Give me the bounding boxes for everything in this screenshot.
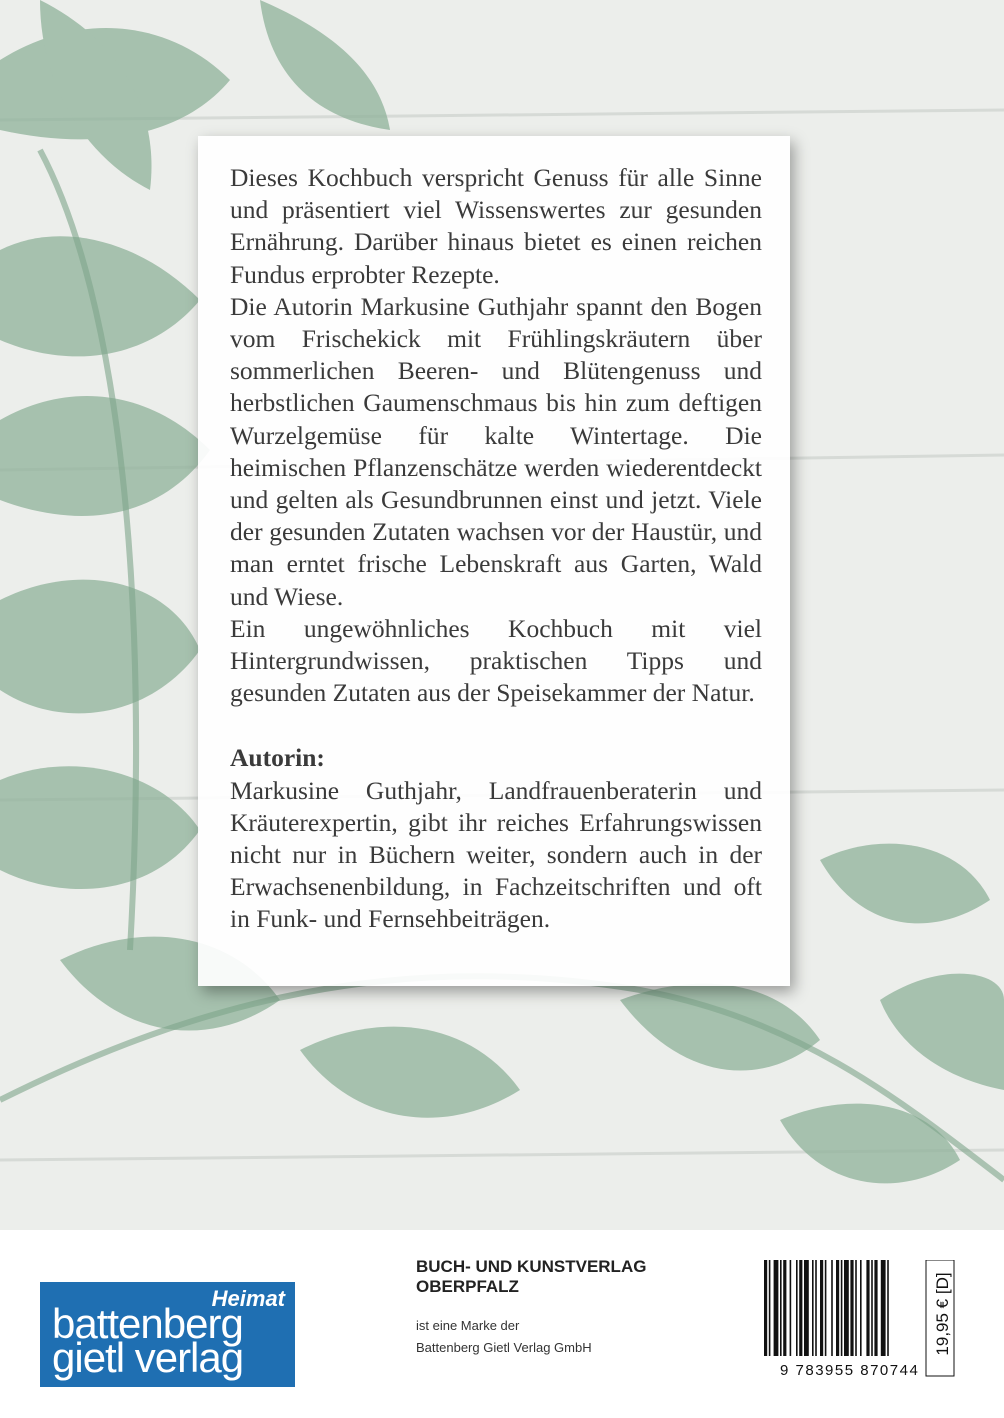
blurb-paragraph-3: Ein ungewöhnliches Kochbuch mit viel Hintergrundwissen, praktischen Tipps und gesunden Zutaten aus der Speisekammer der Natur. (230, 613, 762, 708)
blurb-paragraph-1: Dieses Kochbuch verspricht Genuss für alle Sinne und präsentiert viel Wissenswertes zur gesunden Ernährung. Darüber hinaus bietet es einen reichen Fundus erprobter Rezepte. (230, 163, 762, 289)
publisher-name-line-2: OBERPFALZ (416, 1277, 519, 1296)
logo-heimat: Heimat (211, 1286, 285, 1311)
author-bio: Markusine Guthjahr, Landfrauenberaterin und Kräuterexpertin, gibt ihr reiches Erfahrungswissen nicht nur in Büchern weiter, sondern auch in der Erwachsenenbildung, in Fachzeitschriften und oft in Funk- und Fernsehbeiträgen. (230, 775, 762, 934)
publisher-name-line-1: BUCH- UND KUNSTVERLAG (416, 1257, 647, 1276)
logo-battenberg: battenberg (52, 1300, 243, 1347)
author-heading: Autorin: (230, 743, 325, 773)
logo-gietl-verlag: gietl verlag (52, 1334, 244, 1381)
description-panel (198, 136, 790, 986)
publisher-note-line-2: Battenberg Gietl Verlag GmbH (416, 1340, 592, 1355)
isbn-barcode (760, 1260, 956, 1378)
publisher-note-line-1: ist eine Marke der (416, 1318, 520, 1333)
price-label: 19,95 € [D] (933, 1272, 952, 1356)
blurb-paragraph-2: Die Autorin Markusine Guthjahr spannt den Bogen vom Frischekick mit Frühlingskräutern über sommerlichen Beeren- und Blütengenuss und herbstlichen Gaumenschmaus bis hin zum deftigen Wurzelgemüse für kalte Wintertage. Die heimischen Pflanzenschätze werden wiederentdeckt und gelten als Gesundbrunnen einst und jetzt. Viele der gesunden Zutaten wachsen vor der Haustür, und man erntet frische Lebenskraft aus Garten, Wald und Wiese. (230, 291, 762, 611)
isbn-digits: 9 783955 870744 (780, 1362, 920, 1379)
price-label-box (928, 1260, 958, 1378)
publisher-logo (40, 1282, 295, 1387)
publisher-info (416, 1257, 646, 1359)
